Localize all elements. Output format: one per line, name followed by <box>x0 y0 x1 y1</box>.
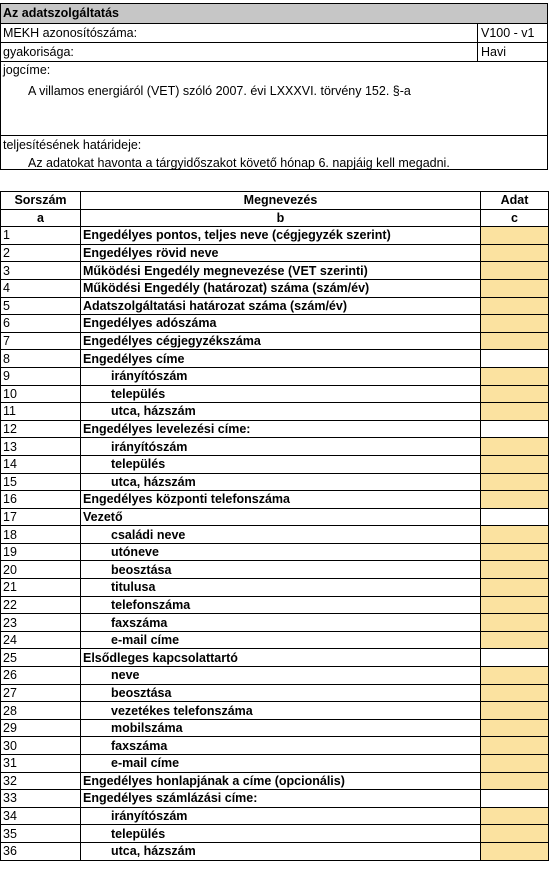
data-input-cell <box>481 420 549 438</box>
data-table <box>0 191 549 861</box>
row-number: 13 <box>1 438 81 456</box>
data-input-cell[interactable] <box>481 367 549 385</box>
row-label: Elsődleges kapcsolattartó <box>81 649 481 667</box>
data-input-cell[interactable] <box>481 455 549 473</box>
data-input-cell[interactable] <box>481 755 549 773</box>
table-row <box>1 420 549 438</box>
table-row <box>1 297 549 315</box>
row-number: 18 <box>1 526 81 544</box>
row-label: faxszáma <box>81 614 481 632</box>
table-row <box>1 403 549 421</box>
header-megnevezes: Megnevezés <box>81 192 481 210</box>
deadline-label: teljesítésének határideje: <box>3 138 142 152</box>
table-row <box>1 543 549 561</box>
row-label: Engedélyes pontos, teljes neve (cégjegyzék szerint) <box>81 227 481 245</box>
info-row-mekh-id <box>1 24 547 43</box>
row-number: 9 <box>1 367 81 385</box>
table-row <box>1 719 549 737</box>
row-label: utóneve <box>81 543 481 561</box>
data-input-cell[interactable] <box>481 684 549 702</box>
row-label: Engedélyes honlapjának a címe (opcionális) <box>81 772 481 790</box>
data-input-cell[interactable] <box>481 825 549 843</box>
table-row <box>1 350 549 368</box>
table-row <box>1 684 549 702</box>
table-row <box>1 842 549 860</box>
table-row <box>1 596 549 614</box>
header-adat: Adat <box>481 192 549 210</box>
legal-basis-block <box>1 62 547 136</box>
row-number: 5 <box>1 297 81 315</box>
row-label: település <box>81 825 481 843</box>
row-label: Engedélyes levelezési címe: <box>81 420 481 438</box>
row-label: Engedélyes rövid neve <box>81 244 481 262</box>
row-label: Engedélyes számlázási címe: <box>81 790 481 808</box>
row-number: 36 <box>1 842 81 860</box>
deadline-block <box>1 136 547 170</box>
row-label: Vezető <box>81 508 481 526</box>
table-row <box>1 526 549 544</box>
row-label: mobilszáma <box>81 719 481 737</box>
data-input-cell[interactable] <box>481 279 549 297</box>
data-input-cell[interactable] <box>481 614 549 632</box>
info-title: Az adatszolgáltatás <box>1 4 547 24</box>
row-number: 23 <box>1 614 81 632</box>
data-input-cell[interactable] <box>481 315 549 333</box>
row-number: 27 <box>1 684 81 702</box>
data-input-cell[interactable] <box>481 543 549 561</box>
row-label: Engedélyes központi telefonszáma <box>81 491 481 509</box>
data-input-cell[interactable] <box>481 842 549 860</box>
row-number: 20 <box>1 561 81 579</box>
row-number: 32 <box>1 772 81 790</box>
data-input-cell[interactable] <box>481 227 549 245</box>
row-number: 16 <box>1 491 81 509</box>
row-number: 26 <box>1 667 81 685</box>
row-number: 11 <box>1 403 81 421</box>
data-input-cell[interactable] <box>481 772 549 790</box>
table-row <box>1 772 549 790</box>
row-number: 30 <box>1 737 81 755</box>
table-row <box>1 385 549 403</box>
data-input-cell[interactable] <box>481 438 549 456</box>
data-input-cell[interactable] <box>481 491 549 509</box>
table-row <box>1 508 549 526</box>
table-row <box>1 737 549 755</box>
subheader-b: b <box>81 209 481 227</box>
table-body <box>1 227 549 860</box>
mekh-id-value: V100 - v1 <box>477 24 547 42</box>
row-number: 8 <box>1 350 81 368</box>
row-number: 29 <box>1 719 81 737</box>
row-label: beosztása <box>81 684 481 702</box>
data-input-cell[interactable] <box>481 596 549 614</box>
table-row <box>1 631 549 649</box>
mekh-id-label: MEKH azonosítószáma: <box>3 26 138 40</box>
data-input-cell[interactable] <box>481 526 549 544</box>
frequency-value: Havi <box>477 43 547 61</box>
subheader-a: a <box>1 209 81 227</box>
table-row <box>1 649 549 667</box>
row-number: 22 <box>1 596 81 614</box>
header-sorszam: Sorszám <box>1 192 81 210</box>
data-input-cell <box>481 350 549 368</box>
table-row <box>1 702 549 720</box>
data-input-cell[interactable] <box>481 579 549 597</box>
row-number: 12 <box>1 420 81 438</box>
row-label: Adatszolgáltatási határozat száma (szám/év) <box>81 297 481 315</box>
table-row <box>1 790 549 808</box>
row-number: 35 <box>1 825 81 843</box>
legal-basis-text: A villamos energiáról (VET) szóló 2007. évi LXXXVI. törvény 152. §-a <box>28 84 411 98</box>
table-row <box>1 825 549 843</box>
table-row <box>1 315 549 333</box>
row-label: település <box>81 455 481 473</box>
row-number: 1 <box>1 227 81 245</box>
data-input-cell[interactable] <box>481 262 549 280</box>
table-row <box>1 614 549 632</box>
data-input-cell[interactable] <box>481 719 549 737</box>
row-label: Működési Engedély megnevezése (VET szerinti) <box>81 262 481 280</box>
data-input-cell[interactable] <box>481 332 549 350</box>
row-label: titulusa <box>81 579 481 597</box>
row-label: irányítószám <box>81 367 481 385</box>
data-input-cell[interactable] <box>481 561 549 579</box>
row-number: 6 <box>1 315 81 333</box>
row-label: vezetékes telefonszáma <box>81 702 481 720</box>
data-input-cell[interactable] <box>481 297 549 315</box>
row-label: Engedélyes címe <box>81 350 481 368</box>
table-row <box>1 227 549 245</box>
table-row <box>1 279 549 297</box>
row-number: 31 <box>1 755 81 773</box>
table-row <box>1 807 549 825</box>
table-row <box>1 367 549 385</box>
table-row <box>1 473 549 491</box>
row-label: utca, házszám <box>81 842 481 860</box>
info-row-frequency <box>1 43 547 62</box>
row-number: 34 <box>1 807 81 825</box>
data-input-cell <box>481 508 549 526</box>
row-label: település <box>81 385 481 403</box>
info-box <box>0 3 548 170</box>
table-row <box>1 579 549 597</box>
table-row <box>1 332 549 350</box>
data-input-cell[interactable] <box>481 702 549 720</box>
data-input-cell[interactable] <box>481 403 549 421</box>
row-label: utca, házszám <box>81 403 481 421</box>
deadline-text: Az adatokat havonta a tárgyidőszakot követő hónap 6. napjáig kell megadni. <box>28 156 450 170</box>
table-row <box>1 755 549 773</box>
table-row <box>1 491 549 509</box>
row-number: 4 <box>1 279 81 297</box>
data-input-cell[interactable] <box>481 631 549 649</box>
row-number: 17 <box>1 508 81 526</box>
data-input-cell[interactable] <box>481 737 549 755</box>
row-number: 19 <box>1 543 81 561</box>
frequency-label: gyakorisága: <box>3 45 74 59</box>
header-row <box>1 192 549 210</box>
row-number: 3 <box>1 262 81 280</box>
data-input-cell <box>481 649 549 667</box>
table-row <box>1 262 549 280</box>
row-number: 2 <box>1 244 81 262</box>
row-number: 28 <box>1 702 81 720</box>
row-number: 7 <box>1 332 81 350</box>
table-row <box>1 438 549 456</box>
row-label: e-mail címe <box>81 755 481 773</box>
table-row <box>1 561 549 579</box>
row-number: 24 <box>1 631 81 649</box>
row-label: e-mail címe <box>81 631 481 649</box>
row-label: Engedélyes adószáma <box>81 315 481 333</box>
data-input-cell[interactable] <box>481 807 549 825</box>
row-label: családi neve <box>81 526 481 544</box>
row-number: 15 <box>1 473 81 491</box>
table-row <box>1 667 549 685</box>
row-label: Működési Engedély (határozat) száma (szám/év) <box>81 279 481 297</box>
row-number: 33 <box>1 790 81 808</box>
data-input-cell[interactable] <box>481 244 549 262</box>
row-number: 25 <box>1 649 81 667</box>
row-label: irányítószám <box>81 807 481 825</box>
data-input-cell <box>481 790 549 808</box>
row-number: 21 <box>1 579 81 597</box>
table-row <box>1 455 549 473</box>
row-label: telefonszáma <box>81 596 481 614</box>
data-input-cell[interactable] <box>481 473 549 491</box>
row-label: Engedélyes cégjegyzékszáma <box>81 332 481 350</box>
row-number: 10 <box>1 385 81 403</box>
row-label: irányítószám <box>81 438 481 456</box>
data-input-cell[interactable] <box>481 385 549 403</box>
row-label: faxszáma <box>81 737 481 755</box>
subheader-row <box>1 209 549 227</box>
data-input-cell[interactable] <box>481 667 549 685</box>
row-label: neve <box>81 667 481 685</box>
table-row <box>1 244 549 262</box>
row-number: 14 <box>1 455 81 473</box>
row-label: beosztása <box>81 561 481 579</box>
subheader-c: c <box>481 209 549 227</box>
row-label: utca, házszám <box>81 473 481 491</box>
legal-basis-label: jogcíme: <box>3 63 51 77</box>
